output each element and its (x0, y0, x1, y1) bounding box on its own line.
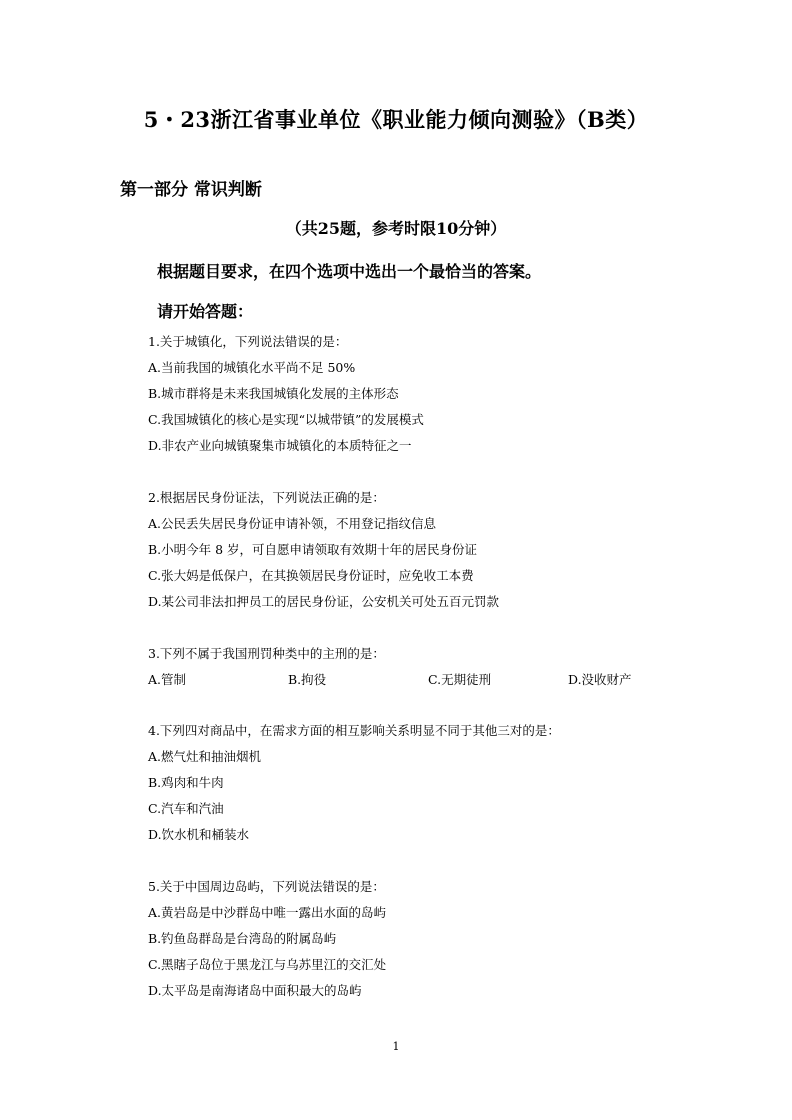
question-stem: 1.关于城镇化，下列说法错误的是： (148, 334, 348, 349)
option-d: D.某公司非法扣押员工的居民身份证，公安机关可处五百元罚款 (148, 594, 500, 609)
options-row (148, 667, 708, 693)
option-b: B.拘役 (288, 672, 327, 687)
option-c: C.汽车和汽油 (148, 801, 224, 816)
start-prompt: 请开始答题： (157, 302, 254, 321)
question-stem: 2.根据居民身份证法，下列说法正确的是： (148, 490, 385, 505)
option-c: C.无期徒刑 (428, 672, 492, 687)
question-5 (148, 874, 386, 1004)
option-a: A.燃气灶和抽油烟机 (148, 749, 262, 764)
option-c: C.张大妈是低保户，在其换领居民身份证时，应免收工本费 (148, 568, 474, 583)
option-b: B.鸡肉和牛肉 (148, 775, 224, 790)
option-d: D.非农产业向城镇聚集市城镇化的本质特征之一 (148, 438, 412, 453)
option-d: D.没收财产 (568, 672, 632, 687)
question-4 (148, 718, 560, 848)
question-stem: 4.下列四对商品中，在需求方面的相互影响关系明显不同于其他三对的是： (148, 723, 560, 738)
option-c: C.黑瞎子岛位于黑龙江与乌苏里江的交汇处 (148, 957, 387, 972)
section-subtitle: （共25题，参考时限10分钟） (285, 219, 507, 238)
instruction-text: 根据题目要求，在四个选项中选出一个最恰当的答案。 (157, 262, 542, 281)
question-1 (148, 329, 424, 459)
option-a: A.黄岩岛是中沙群岛中唯一露出水面的岛屿 (148, 905, 387, 920)
option-b: B.钓鱼岛群岛是台湾岛的附属岛屿 (148, 931, 337, 946)
option-a: A.当前我国的城镇化水平尚不足 50% (148, 360, 356, 375)
question-stem: 5.关于中国周边岛屿，下列说法错误的是： (148, 879, 385, 894)
option-b: B.城市群将是未来我国城镇化发展的主体形态 (148, 386, 399, 401)
option-d: D.太平岛是南海诸岛中面积最大的岛屿 (148, 983, 362, 998)
page-number: 1 (392, 1040, 400, 1053)
document-title: 5・23浙江省事业单位《职业能力倾向测验》（B类） (143, 107, 649, 132)
option-b: B.小明今年 8 岁，可自愿申请领取有效期十年的居民身份证 (148, 542, 478, 557)
question-3 (148, 641, 708, 693)
question-stem: 3.下列不属于我国刑罚种类中的主刑的是： (148, 646, 385, 661)
section-heading: 第一部分 常识判断 (120, 180, 262, 200)
option-a: A.公民丢失居民身份证申请补领，不用登记指纹信息 (148, 516, 437, 531)
option-a: A.管制 (148, 672, 187, 687)
option-c: C.我国城镇化的核心是实现“以城带镇”的发展模式 (148, 412, 424, 427)
option-d: D.饮水机和桶装水 (148, 827, 250, 842)
question-2 (148, 485, 499, 615)
